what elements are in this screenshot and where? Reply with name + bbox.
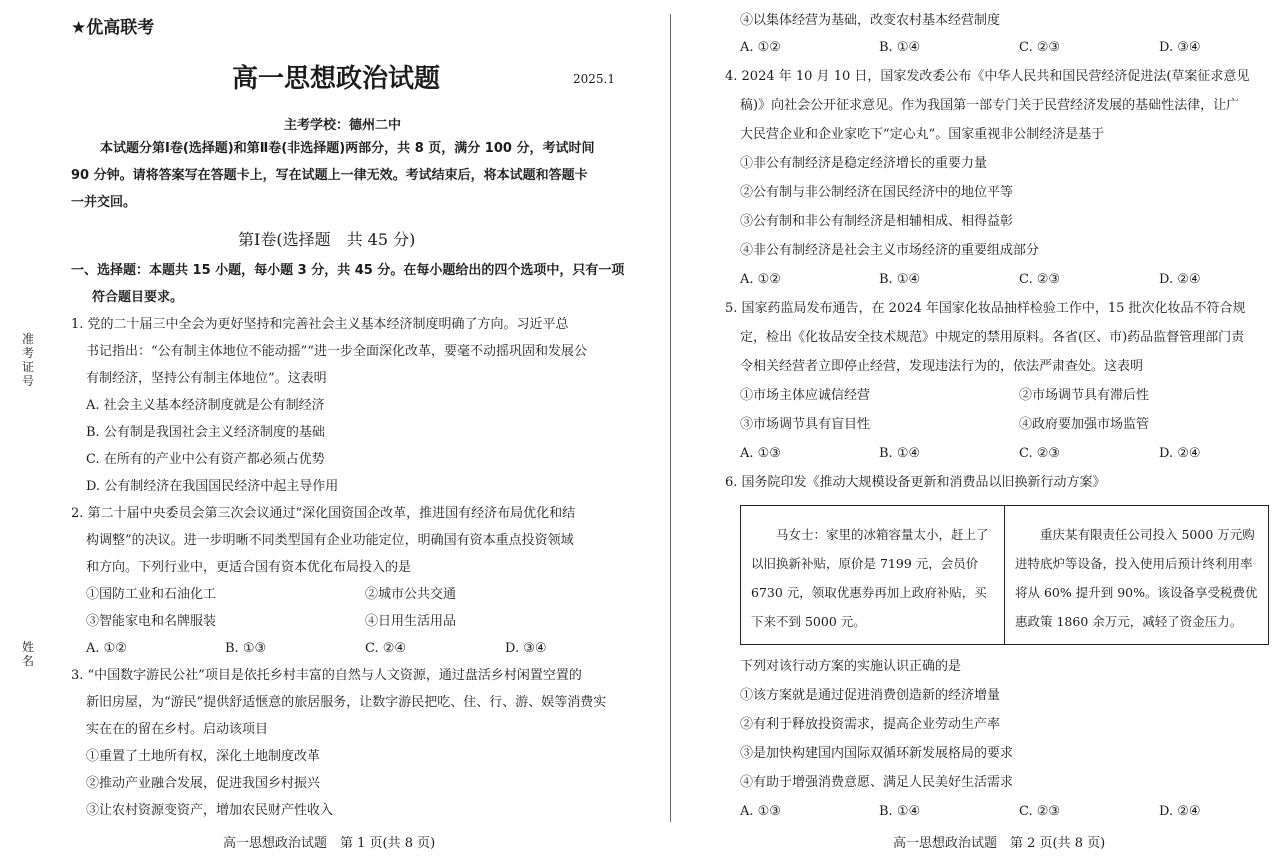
name-label: 姓名: [21, 640, 34, 668]
instructions-line: 本试题分第Ⅰ卷(选择题)和第Ⅱ卷(非选择题)两部分，共 8 页，满分 100 分，考试时间: [100, 141, 595, 156]
q2-choice: D. ③④: [505, 641, 547, 656]
q4-choice: C. ②③: [1019, 272, 1061, 287]
q6-choice: B. ①④: [879, 804, 921, 819]
q2-stem: 和方向。下列行业中，更适合国有资本优化布局投入的是: [86, 560, 412, 575]
page-title: 高一思想政治试题: [232, 64, 441, 94]
q5-item: ①市场主体应诚信经营: [740, 388, 871, 403]
q1-stem: 有制经济，坚持公有制主体地位”。这表明: [86, 371, 327, 386]
q6-item: ②有利于释放投资需求，提高企业劳动生产率: [740, 717, 1001, 732]
q3-choice: A. ①②: [740, 40, 781, 55]
q2-stem: 2. 第二十届中央委员会第三次会议通过“深化国资国企改革，推进国有经济布局优化和结: [71, 506, 576, 521]
instructions-line: 90 分钟。请将答案写在答题卡上，写在试题上一律无效。考试结束后，将本试题和答题卡: [71, 168, 588, 183]
q5-stem: 定，检出《化妆品安全技术规范》中规定的禁用原料。各省(区、市)药品监督管理部门责: [740, 330, 1245, 345]
q1-option: A. 社会主义基本经济制度就是公有制经济: [86, 398, 325, 413]
q2-choice: B. ①③: [225, 641, 267, 656]
q5-stem: 5. 国家药监局发布通告，在 2024 年国家化妆品抽样检验工作中，15 批次化妆品不符合规: [725, 301, 1246, 316]
part-title: 第Ⅰ卷(选择题 共 45 分): [238, 230, 416, 249]
q3-item: ④以集体经营为基础，改变农村基本经营制度: [740, 13, 1001, 28]
section-heading: 符合题目要求。: [92, 290, 184, 305]
q3-item: ③让农村资源变资产，增加农民财产性收入: [86, 803, 334, 818]
q2-item: ③智能家电和名牌服装: [86, 614, 217, 629]
q5-choice: C. ②③: [1019, 446, 1061, 461]
q1-stem: 书记指出：“公有制主体地位不能动摇”“进一步全面深化改革，要毫不动摇巩固和发展公: [86, 344, 587, 359]
q6-item: ③是加快构建国内国际双循环新发展格局的要求: [740, 746, 1014, 761]
q6-stem: 6. 国务院印发《推动大规模设备更新和消费品以旧换新行动方案》: [725, 475, 1106, 490]
q6-question: 下列对该行动方案的实施认识正确的是: [740, 659, 962, 674]
footer-right: 高一思想政治试题 第 2 页(共 8 页): [893, 836, 1106, 851]
q5-choice: B. ①④: [879, 446, 921, 461]
q4-stem: 稿)》向社会公开征求意见。作为我国第一部专门关于民营经济发展的基础性法律，让广: [740, 98, 1240, 113]
q5-choice: D. ②④: [1159, 446, 1201, 461]
q5-item: ③市场调节具有盲目性: [740, 417, 871, 432]
page-divider: [670, 14, 671, 822]
q3-stem: 实在在的留在乡村。启动该项目: [86, 722, 269, 737]
q2-item: ②城市公共交通: [365, 587, 457, 602]
q2-item: ④日用生活用品: [365, 614, 457, 629]
instructions-line: 一并交回。: [71, 195, 137, 210]
q2-choice: A. ①②: [86, 641, 127, 656]
q1-option: C. 在所有的产业中公有资产都必须占优势: [86, 452, 325, 467]
q3-item: ①重置了土地所有权，深化土地制度改革: [86, 749, 321, 764]
q6-choice: A. ①③: [740, 804, 781, 819]
q4-choice: A. ①②: [740, 272, 781, 287]
section-heading: 一、选择题：本题共 15 小题，每小题 3 分，共 45 分。在每小题给出的四个选项中，只有一项: [71, 263, 625, 278]
q6-choice: C. ②③: [1019, 804, 1061, 819]
brand-mark: ★优高联考: [71, 18, 155, 38]
q3-stem: 3. “中国数字游民公社”项目是依托乡村丰富的自然与人文资源，通过盘活乡村闲置空置的: [71, 668, 582, 683]
q4-choice: B. ①④: [879, 272, 921, 287]
q6-item: ①该方案就是通过促进消费创造新的经济增量: [740, 688, 1001, 703]
q3-stem: 新旧房屋，为“游民”提供舒适惬意的旅居服务，让数字游民把吃、住、行、游、娱等消费实: [86, 695, 607, 710]
q6-case-table: [740, 505, 1269, 645]
q4-item: ②公有制与非公制经济在国民经济中的地位平等: [740, 185, 1014, 200]
q4-choice: D. ②④: [1159, 272, 1201, 287]
q5-item: ②市场调节具有滞后性: [1019, 388, 1150, 403]
q6-item: ④有助于增强消费意愿、满足人民美好生活需求: [740, 775, 1014, 790]
q2-choice: C. ②④: [365, 641, 407, 656]
host-school: 主考学校：德州二中: [284, 118, 402, 133]
exam-id-label: 准考证号: [21, 332, 34, 388]
footer-left: 高一思想政治试题 第 1 页(共 8 页): [223, 836, 436, 851]
q2-stem: 构调整”的决议。进一步明晰不同类型国有企业功能定位，明确国有资本重点投资领域: [86, 533, 574, 548]
q4-stem: 4. 2024 年 10 月 10 日，国家发改委公布《中华人民共和国民营经济促进法(草案征求意见: [725, 69, 1250, 84]
q3-choice: D. ③④: [1159, 40, 1201, 55]
q1-stem: 1. 党的二十届三中全会为更好坚持和完善社会主义基本经济制度明确了方向。习近平总: [71, 317, 569, 332]
q4-item: ③公有制和非公有制经济是相辅相成、相得益彰: [740, 214, 1014, 229]
exam-date: 2025.1: [573, 72, 615, 86]
q3-choice: C. ②③: [1019, 40, 1061, 55]
q5-item: ④政府要加强市场监管: [1019, 417, 1150, 432]
q1-option: D. 公有制经济在我国国民经济中起主导作用: [86, 479, 339, 494]
q2-item: ①国防工业和石油化工: [86, 587, 217, 602]
q3-choice: B. ①④: [879, 40, 921, 55]
q1-option: B. 公有制是我国社会主义经济制度的基础: [86, 425, 325, 440]
q6-case-right: 重庆某有限责任公司投入 5000 万元购进特底炉等设备，投入使用后预计终利用率将从 60% 提升到 90%。该设备享受税费优惠政策 1860 余万元，减轻了资金压力。: [1005, 506, 1269, 645]
q4-item: ④非公有制经济是社会主义市场经济的重要组成部分: [740, 243, 1040, 258]
q4-item: ①非公有制经济是稳定经济增长的重要力量: [740, 156, 988, 171]
q5-stem: 令相关经营者立即停止经营，发现违法行为的，依法严肃查处。这表明: [740, 359, 1144, 374]
q5-choice: A. ①③: [740, 446, 781, 461]
q6-case-left: 马女士：家里的冰箱容量太小，赶上了以旧换新补贴，原价是 7199 元，会员价 6730 元，领取优惠券再加上政府补贴，买下来不到 5000 元。: [741, 506, 1005, 645]
q6-choice: D. ②④: [1159, 804, 1201, 819]
q3-item: ②推动产业融合发展，促进我国乡村振兴: [86, 776, 321, 791]
q4-stem: 大民营企业和企业家吃下“定心丸”。国家重视非公制经济是基于: [740, 127, 1105, 142]
